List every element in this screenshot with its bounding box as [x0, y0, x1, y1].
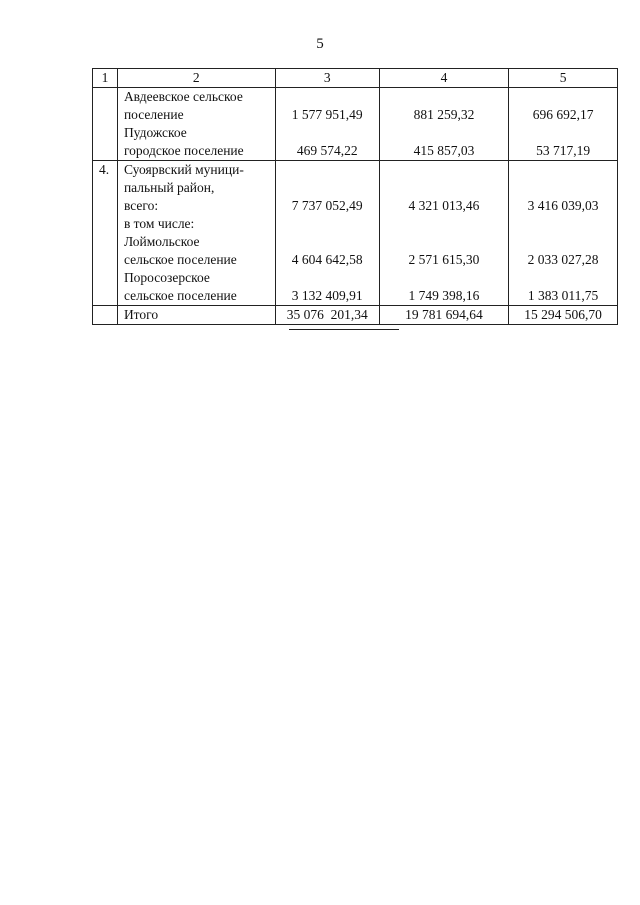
column-4-values: 4 321 013,46 2 571 615,30 1 749 398,16 — [379, 161, 508, 306]
total-column-3: 35 076 201,34 — [275, 306, 379, 325]
row-number: 4. — [93, 161, 118, 306]
row-number — [93, 88, 118, 161]
table-header-row — [93, 69, 618, 88]
total-label: Итого — [117, 306, 275, 325]
page-number: 5 — [316, 36, 324, 52]
column-4-values: 881 259,32 415 857,03 — [379, 88, 508, 161]
column-header: 3 — [275, 69, 379, 88]
table-row — [93, 161, 618, 306]
row-number — [93, 306, 118, 325]
total-column-4: 19 781 694,64 — [379, 306, 508, 325]
column-header: 2 — [117, 69, 275, 88]
row-name: Суоярвский муници- пальный район, всего: в том числе: Лоймольское сельское поселение Поросозерское сельское поселение — [117, 161, 275, 306]
total-row — [93, 306, 618, 325]
column-5-values: 696 692,17 53 717,19 — [509, 88, 618, 161]
column-header: 5 — [509, 69, 618, 88]
column-3-values: 1 577 951,49 469 574,22 — [275, 88, 379, 161]
column-3-values: 7 737 052,49 4 604 642,58 3 132 409,91 — [275, 161, 379, 306]
column-5-values: 3 416 039,03 2 033 027,28 1 383 011,75 — [509, 161, 618, 306]
budget-table — [92, 68, 618, 325]
table-row — [93, 88, 618, 161]
column-header: 4 — [379, 69, 508, 88]
column-header: 1 — [93, 69, 118, 88]
row-name: Авдеевское сельское поселение Пудожское городское поселение — [117, 88, 275, 161]
end-divider-line — [289, 329, 399, 330]
total-column-5: 15 294 506,70 — [509, 306, 618, 325]
